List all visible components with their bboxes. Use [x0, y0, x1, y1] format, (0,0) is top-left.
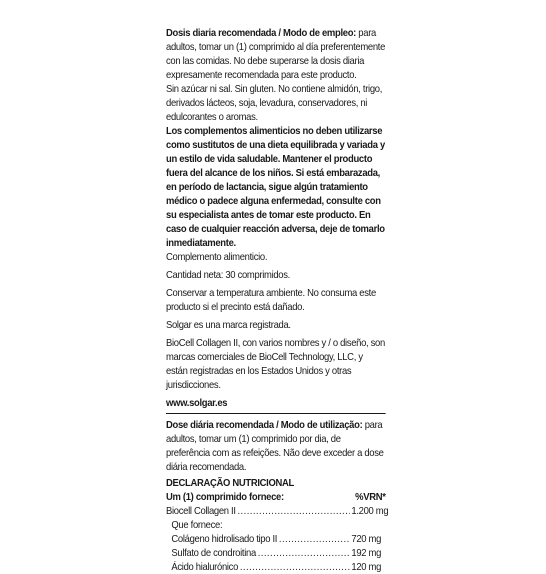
- dosage-heading-es: Dosis diaria recomendada / Modo de empleo:: [166, 27, 356, 39]
- section-divider: [166, 413, 386, 414]
- product-label-text: [166, 26, 389, 574]
- nutrition-row: Ácido hialurónico ..... 120 mg: [166, 560, 386, 574]
- nutrition-row: Biocell Collagen II ..... 1.200 mg: [166, 504, 386, 518]
- nutrition-title: DECLARAÇÃO NUTRICIONAL: [166, 477, 294, 489]
- free-from-statement: Sin azúcar ni sal. Sin gluten. No contiene almidón, trigo, derivados lácteos, soja, levadura, conservadores, ni edulcorantes o aromas.: [166, 83, 383, 123]
- dosage-paragraph-es: [166, 26, 386, 82]
- nutrition-row: Sulfato de condroitina ..... 192 mg: [166, 546, 386, 560]
- dosage-text-es: para adultos, tomar un (1) comprimido al día preferentemente con las comidas. No debe superarse la dosis diaria expresamente recomendada para este producto.: [166, 27, 386, 81]
- leader-dots: [279, 532, 350, 546]
- leader-dots: [240, 560, 350, 574]
- storage-statement: Conservar a temperatura ambiente. No consuma este producto si el precinto está dañado.: [166, 287, 376, 313]
- warning-statement: Los complementos alimenticios no deben utilizarse como sustitutos de una dieta equilibrada y variada y un estilo de vida saludable. Mantener el producto fuera del alcance de los niños. Si está embarazada, en período de lactancia, sigue algún tratamiento médico o padece alguna enfermedad, consulte con su especialista antes de tomar este producto. En caso de cualquier reacción adversa, deje de tomarlo inmediatamente.: [166, 125, 385, 249]
- food-supplement-statement: Complemento alimenticio.: [166, 251, 268, 263]
- serving-label: Um (1) comprimido fornece:: [166, 491, 284, 503]
- website-link[interactable]: www.solgar.es: [166, 397, 228, 409]
- biocell-trademark-statement: BioCell Collagen II, con varios nombres y / o diseño, son marcas comerciales de BioCell Technology, LLC, y están registradas en los Estados Unidos y otras jurisdicciones.: [166, 337, 385, 391]
- dosage-paragraph-pt: [166, 418, 386, 474]
- dosage-heading-pt: Dose diária recomendada / Modo de utilização:: [166, 419, 363, 431]
- leader-dots: [237, 504, 349, 518]
- dosage-text-pt: para adultos, tomar um (1) comprimido por dia, de preferência com as refeições. Não deve exceder a dose diária recomendada.: [166, 419, 384, 473]
- net-quantity: Cantidad neta: 30 comprimidos.: [166, 269, 290, 281]
- nutrition-row: Que fornece:: [171, 519, 223, 531]
- vrn-header: %VRN*: [355, 491, 386, 503]
- leader-dots: [258, 546, 350, 560]
- nutrition-header-row: [166, 490, 386, 504]
- trademark-statement: Solgar es una marca registrada.: [166, 319, 291, 331]
- nutrition-row: Colágeno hidrolisado tipo II ..... 720 mg: [166, 532, 386, 546]
